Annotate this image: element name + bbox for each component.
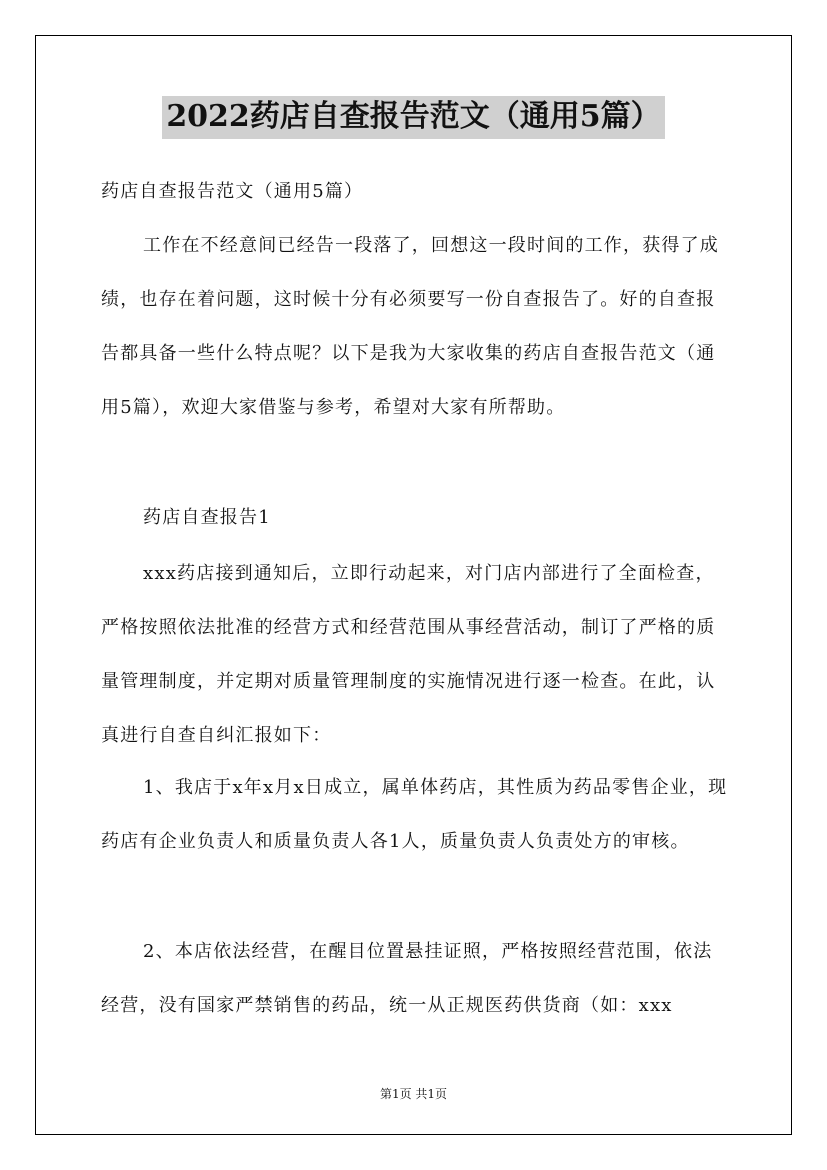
body-paragraph-2: 1、我店于x年x月x日成立，属单体药店，其性质为药品零售企业，现药店有企业负责人和质量负责人各1人，质量负责人负责处方的审核。: [101, 777, 728, 852]
section-heading: 药店自查报告1: [143, 507, 271, 528]
body-paragraph-1: xxx药店接到通知后，立即行动起来，对门店内部进行了全面检查，严格按照依法批准的经营方式和经营范围从事经营活动，制订了严格的质量管理制度，并定期对质量管理制度的实施情况进行逐一检查。在此，认真进行自查自纠汇报如下：: [101, 563, 716, 746]
intro-paragraph: 工作在不经意间已经告一段落了，回想这一段时间的工作，获得了成绩，也存在着问题，这时候十分有必须要写一份自查报告了。好的自查报告都具备一些什么特点呢？以下是我为大家收集的药店自查报告范文（通用5篇），欢迎大家借鉴与参考，希望对大家有所帮助。: [101, 235, 719, 418]
page-number: 第1页 共1页: [379, 1087, 448, 1101]
page-footer: [0, 1085, 827, 1102]
body-paragraph-3: 2、本店依法经营，在醒目位置悬挂证照，严格按照经营范围，依法经营，没有国家严禁销售的药品，统一从正规医药供货商（如：xxx: [101, 941, 713, 1016]
document-title: [0, 96, 827, 139]
document-title-text: 2022药店自查报告范文（通用5篇）: [162, 96, 664, 139]
document-subtitle: 药店自查报告范文（通用5篇）: [101, 181, 364, 202]
